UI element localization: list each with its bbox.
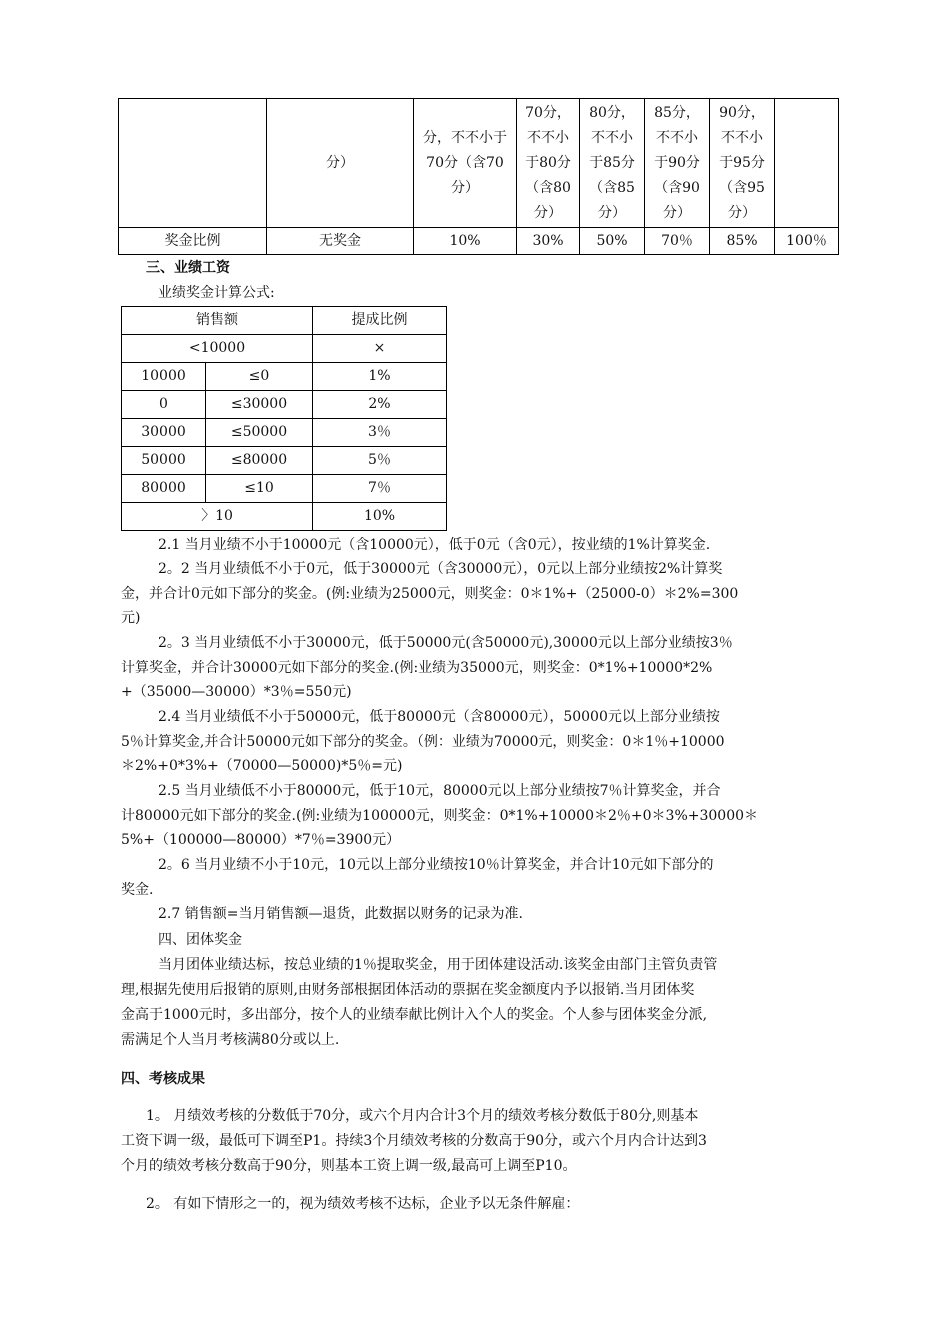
rate: × (313, 335, 447, 363)
section-heading-team-bonus: 四、团体奖金 (158, 932, 242, 948)
sales-upper: ≤30000 (206, 391, 313, 419)
formula-label: 业绩奖金计算公式: (158, 285, 275, 301)
sales-lower: 50000 (122, 447, 206, 475)
sales-lower: 10000 (122, 363, 206, 391)
score-bonus-table (118, 98, 839, 255)
score-range-row (119, 99, 839, 228)
bonus-ratio-row (119, 228, 839, 255)
rule-2-2-line: 2。2 当月业绩低不小于0元，低于30000元（含30000元），0元以上部分业绩按2%计算奖 (158, 561, 723, 577)
rule-2-1: 2.1 当月业绩不小于10000元（含10000元），低于0元（含0元），按业绩的1%计算奖金. (158, 537, 711, 553)
table-row (122, 503, 447, 531)
table-row (122, 391, 447, 419)
rate: 3％ (313, 419, 447, 447)
rule-2-3-line: +（35000—30000）*3％=550元) (121, 684, 352, 700)
team-bonus-line: 理,根据先使用后报销的原则,由财务部根据团体活动的票据在奖金额度内予以报销.当月团体奖 (121, 982, 695, 998)
commission-table (121, 306, 447, 531)
team-bonus-line: 当月团体业绩达标，按总业绩的1％提取奖金，用于团体建设活动.该奖金由部门主管负责管 (158, 957, 718, 973)
rule-2-2-line: 金，并合计0元如下部分的奖金。(例:业绩为25000元，则奖金：0＊1%+（25000-0）＊2%=300 (121, 586, 739, 602)
table-row (122, 419, 447, 447)
rule-2-5-line: 2.5 当月业绩低不小于80000元，低于10元，80000元以上部分业绩按7％计算奖金，并合 (158, 783, 721, 799)
sales-range: <10000 (122, 335, 313, 363)
sales-lower: 30000 (122, 419, 206, 447)
section-heading-assessment-results: 四、考核成果 (121, 1071, 205, 1087)
rate: 2% (313, 391, 447, 419)
sales-range: 〉10 (122, 503, 313, 531)
sales-upper: ≤10 (206, 475, 313, 503)
result-1-line: 工资下调一级，最低可下调至P1。持续3个月绩效考核的分数高于90分，或六个月内合计达到3 (121, 1133, 707, 1149)
score-cell: 80分， 不不小 于85分 （含85 分） (580, 99, 645, 228)
ratio-value: 100％ (775, 228, 839, 255)
header-rate: 提成比例 (313, 307, 447, 335)
score-cell: 85分， 不不小 于90分 （含90 分） (645, 99, 710, 228)
table-row (122, 475, 447, 503)
sales-upper: ≤0 (206, 363, 313, 391)
sales-upper: ≤50000 (206, 419, 313, 447)
ratio-value: 85% (710, 228, 775, 255)
score-cell: 分） (267, 99, 414, 228)
score-cell (119, 99, 267, 228)
rate: 5％ (313, 447, 447, 475)
rule-2-6-line: 2。6 当月业绩不小于10元，10元以上部分业绩按10％计算奖金，并合计10元如下部分的 (158, 857, 714, 873)
rate: 7％ (313, 475, 447, 503)
table-row (122, 363, 447, 391)
table-row (122, 307, 447, 335)
rule-2-3-line: 2。3 当月业绩低不小于30000元，低于50000元(含50000元),30000元以上部分业绩按3％ (158, 635, 733, 651)
result-1-line: 1。 月绩效考核的分数低于70分，或六个月内合计3个月的绩效考核分数低于80分,则基本 (146, 1108, 699, 1124)
rule-2-5-line: 5%+（100000—80000）*7％=3900元） (121, 832, 401, 848)
score-cell: 70分， 不不小 于80分 （含80 分） (517, 99, 580, 228)
team-bonus-line: 需满足个人当月考核满80分或以上. (121, 1032, 340, 1048)
ratio-value: 10% (414, 228, 517, 255)
result-1-line: 个月的绩效考核分数高于90分，则基本工资上调一级,最高可上调至P10。 (121, 1158, 577, 1174)
rate: 10% (313, 503, 447, 531)
sales-upper: ≤80000 (206, 447, 313, 475)
score-cell: 分，不不小于 70分（含70 分） (414, 99, 517, 228)
sales-lower: 0 (122, 391, 206, 419)
rule-2-2-line: 元) (121, 610, 141, 626)
rule-2-4-line: ＊2%+0*3%+（70000—50000)*5％=元) (121, 758, 403, 774)
ratio-value: 70％ (645, 228, 710, 255)
rule-2-7: 2.7 销售额=当月销售额—退货，此数据以财务的记录为准. (158, 906, 523, 922)
section-heading-performance-pay: 三、业绩工资 (146, 260, 230, 276)
sales-lower: 80000 (122, 475, 206, 503)
result-2: 2。 有如下情形之一的，视为绩效考核不达标，企业予以无条件解雇： (146, 1196, 580, 1212)
team-bonus-line: 金高于1000元时，多出部分，按个人的业绩奉献比例计入个人的奖金。个人参与团体奖金分派, (121, 1007, 708, 1023)
score-cell: 90分， 不不小 于95分 （含95 分） (710, 99, 775, 228)
rule-2-6-line: 奖金. (121, 882, 154, 898)
score-cell (775, 99, 839, 228)
ratio-value: 30% (517, 228, 580, 255)
rule-2-3-line: 计算奖金，并合计30000元如下部分的奖金.(例:业绩为35000元，则奖金：0*1%+10000*2% (121, 660, 713, 676)
header-sales: 销售额 (122, 307, 313, 335)
rate: 1% (313, 363, 447, 391)
ratio-value: 无奖金 (267, 228, 414, 255)
rule-2-4-line: 2.4 当月业绩低不小于50000元，低于80000元（含80000元），50000元以上部分业绩按 (158, 709, 720, 725)
ratio-value: 50% (580, 228, 645, 255)
rule-2-4-line: 5％计算奖金,并合计50000元如下部分的奖金。（例：业绩为70000元，则奖金：0＊1％+10000 (121, 734, 725, 750)
ratio-label: 奖金比例 (119, 228, 267, 255)
rule-2-5-line: 计80000元如下部分的奖金.(例:业绩为100000元，则奖金：0*1%+10000＊2％+0＊3%+30000＊ (121, 808, 759, 824)
table-row (122, 335, 447, 363)
table-row (122, 447, 447, 475)
